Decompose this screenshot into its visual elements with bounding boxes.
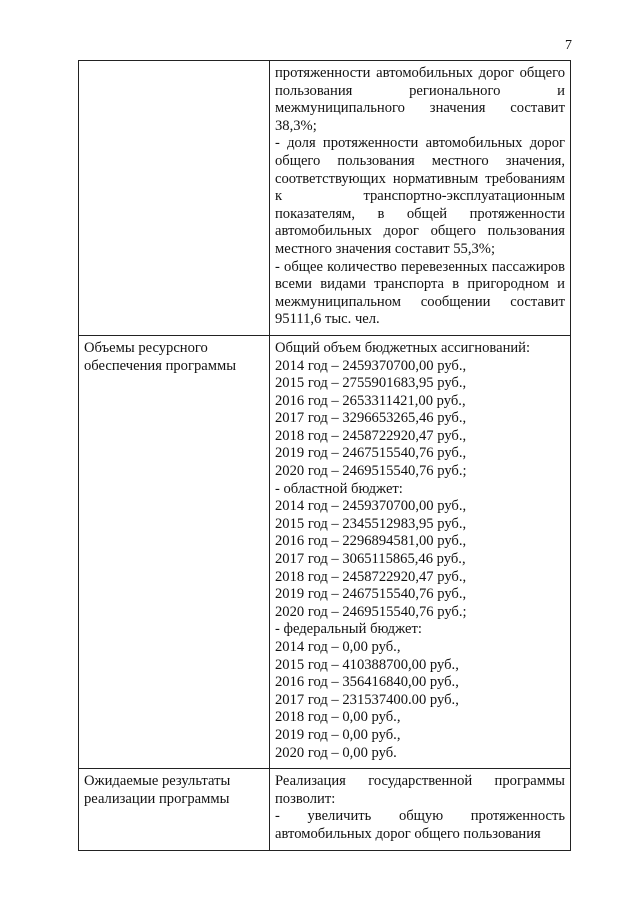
budget-line: 2020 год – 2469515540,76 руб.; <box>275 463 467 480</box>
budget-line: 2014 год – 0,00 руб., <box>275 639 401 655</box>
budget-line: 2016 год – 2653311421,00 руб., <box>275 392 466 409</box>
budget-line: 2017 год – 231537400.00 руб., <box>275 691 459 708</box>
row-label: Объемы ресурсного обеспечения программы <box>79 335 270 768</box>
page-number: 7 <box>565 38 572 53</box>
budget-line: 2017 год – 3065115865,46 руб., <box>275 551 466 568</box>
budget-line: 2018 год – 2458722920,47 руб., <box>275 427 467 444</box>
budget-line: 2016 год – 2296894581,00 руб., <box>275 533 467 550</box>
budget-line: 2015 год – 410388700,00 руб., <box>275 656 459 673</box>
table-row <box>79 769 571 850</box>
budget-line: 2018 год – 2458722920,47 руб., <box>275 568 467 585</box>
budget-line: 2015 год – 2345512983,95 руб., <box>275 515 467 532</box>
table-row <box>79 335 571 768</box>
budget-line: 2019 год – 2467515540,76 руб., <box>275 586 467 603</box>
budget-line: 2016 год – 356416840,00 руб., <box>275 674 459 691</box>
budget-line: 2015 год – 2755901683,95 руб., <box>275 375 467 392</box>
budget-line: 2020 год – 0,00 руб. <box>275 744 397 761</box>
program-passport-table <box>78 60 571 851</box>
paragraph: - доля протяженности автомобильных дорог общего пользования местного значения, соответствующих нормативным требованиям к транспортно-эксплуатационным показателям, в общей протяженности автомобильных дорог общего пользования местного значения составит 55,3%; <box>275 135 565 257</box>
budget-line: 2014 год – 2459370700,00 руб., <box>275 498 467 515</box>
row-content <box>270 61 571 336</box>
paragraph: Реализация государственной программы позволит: <box>275 773 565 807</box>
budget-line: 2017 год – 3296653265,46 руб., <box>275 410 467 427</box>
budget-line: 2020 год – 2469515540,76 руб.; <box>275 603 467 620</box>
budget-line: 2019 год – 0,00 руб., <box>275 726 401 743</box>
budget-line: 2019 год – 2467515540,76 руб., <box>275 445 467 462</box>
budget-line: Общий объем бюджетных ассигнований: <box>275 339 531 356</box>
paragraph: протяженности автомобильных дорог общего пользования регионального и межмуниципального значения составит 38,3%; <box>275 65 565 134</box>
row-content <box>270 335 571 768</box>
paragraph: - увеличить общую протяженность автомобильных дорог общего пользования <box>275 808 565 842</box>
budget-line: 2018 год – 0,00 руб., <box>275 709 401 726</box>
row-content <box>270 769 571 850</box>
row-label: Ожидаемые результаты реализации программы <box>79 769 270 850</box>
budget-line: - федеральный бюджет: <box>275 621 422 638</box>
budget-line: - областной бюджет: <box>275 480 403 497</box>
row-label <box>79 61 270 336</box>
paragraph: - общее количество перевезенных пассажиров всеми видами транспорта в пригородном и межмуниципальном сообщении составит 95111,6 тыс. чел. <box>275 258 565 328</box>
table-row <box>79 61 571 336</box>
budget-line: 2014 год – 2459370700,00 руб., <box>275 357 467 374</box>
